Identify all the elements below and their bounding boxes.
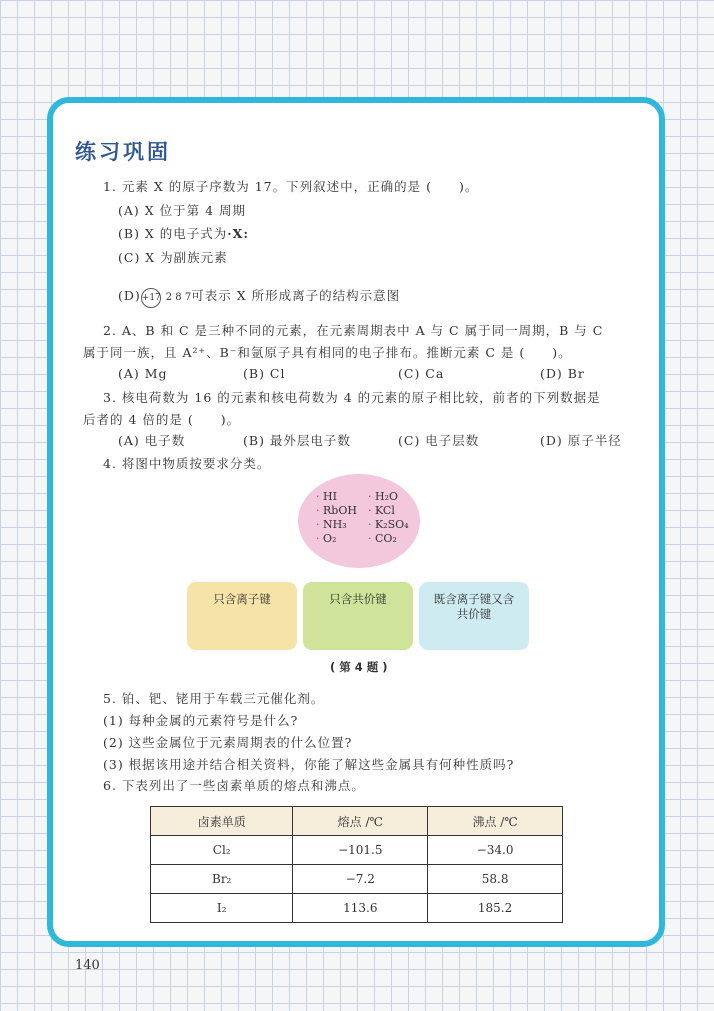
substance: · KCl <box>368 504 420 517</box>
q2-line2: 属于同一族，且 A²⁺、B⁻和氩原子具有相同的电子排布。推断元素 C 是 ( )。 <box>83 345 572 360</box>
q1-option-d-label: (D) <box>118 288 141 303</box>
q3-line1: 3. 核电荷数为 16 的元素和核电荷数为 4 的元素的原子相比较，前者的下列数据是 <box>103 390 601 405</box>
q1-option-c: (C) X 为副族元素 <box>118 250 228 265</box>
q3-option-b: (B) 最外层电子数 <box>243 433 351 448</box>
q5-sub-3: (3) 根据该用途并结合相关资料，你能了解这些金属具有何种性质吗? <box>103 757 515 772</box>
electron-shells: 2 8 7 <box>165 292 192 303</box>
substance: · K₂SO₄ <box>368 518 420 531</box>
header-cell: 熔点 /℃ <box>293 807 428 836</box>
q3-line2: 后者的 4 倍的是 ( )。 <box>83 412 241 427</box>
q3-option-c: (C) 电子层数 <box>398 433 480 448</box>
q5-sub-1: (1) 每种金属的元素符号是什么? <box>103 713 299 728</box>
table-header <box>151 807 563 836</box>
q2-option-b: (B) Cl <box>243 366 286 381</box>
figure-caption: ( 第 4 题 ) <box>330 660 388 674</box>
substance: · O₂ <box>316 532 368 545</box>
q2-option-a: (A) Mg <box>118 366 168 381</box>
nucleus-icon: +17 <box>141 288 161 308</box>
ionic-only-box: 只含离子键 <box>187 582 297 650</box>
q1-option-a: (A) X 位于第 4 周期 <box>118 203 247 218</box>
table-cell: −7.2 <box>293 865 428 894</box>
section-title: 练习巩固 <box>75 140 171 164</box>
q6-stem: 6. 下表列出了一些卤素单质的熔点和沸点。 <box>103 778 365 793</box>
covalent-only-box: 只含共价键 <box>303 582 413 650</box>
table-cell: I₂ <box>151 894 293 923</box>
table-cell: 58.8 <box>428 865 563 894</box>
header-cell: 沸点 /℃ <box>428 807 563 836</box>
q3-option-a: (A) 电子数 <box>118 433 186 448</box>
q1-option-b <box>118 224 249 242</box>
table-cell: 185.2 <box>428 894 563 923</box>
electron-formula: ·X: <box>227 226 249 241</box>
substance: · HI <box>316 490 368 503</box>
table-row <box>151 865 563 894</box>
table-cell: −101.5 <box>293 836 428 865</box>
q5-stem: 5. 铂、钯、铑用于车载三元催化剂。 <box>103 691 325 706</box>
table-cell: 113.6 <box>293 894 428 923</box>
q5-sub-2: (2) 这些金属位于元素周期表的什么位置? <box>103 735 353 750</box>
q3-option-d: (D) 原子半径 <box>540 433 622 448</box>
halogen-table <box>150 806 563 923</box>
q2-option-d: (D) Br <box>540 366 585 381</box>
q1-option-d <box>118 286 400 308</box>
substance: · RbOH <box>316 504 368 517</box>
table-row <box>151 894 563 923</box>
substance: · CO₂ <box>368 532 420 545</box>
page-number: 140 <box>75 958 100 973</box>
q2-line1: 2. A、B 和 C 是三种不同的元素，在元素周期表中 A 与 C 属于同一周期，B 与 C <box>103 323 604 338</box>
table-cell: Br₂ <box>151 865 293 894</box>
q1-option-b-text: (B) X 的电子式为 <box>118 226 228 241</box>
table-row <box>151 836 563 865</box>
q1-option-d-text: 可表示 X 所形成离子的结构示意图 <box>191 288 401 303</box>
q2-option-c: (C) Ca <box>398 366 445 381</box>
table-cell: −34.0 <box>428 836 563 865</box>
q1-stem: 1. 元素 X 的原子序数为 17。下列叙述中，正确的是 ( )。 <box>103 179 479 194</box>
table-cell: Cl₂ <box>151 836 293 865</box>
header-cell: 卤素单质 <box>151 807 293 836</box>
both-bonds-box: 既含离子键又含共价键 <box>419 582 529 650</box>
substance: · H₂O <box>368 490 420 503</box>
q4-stem: 4. 将图中物质按要求分类。 <box>103 456 271 471</box>
substances-ellipse <box>298 474 420 568</box>
substance: · NH₃ <box>316 518 368 531</box>
